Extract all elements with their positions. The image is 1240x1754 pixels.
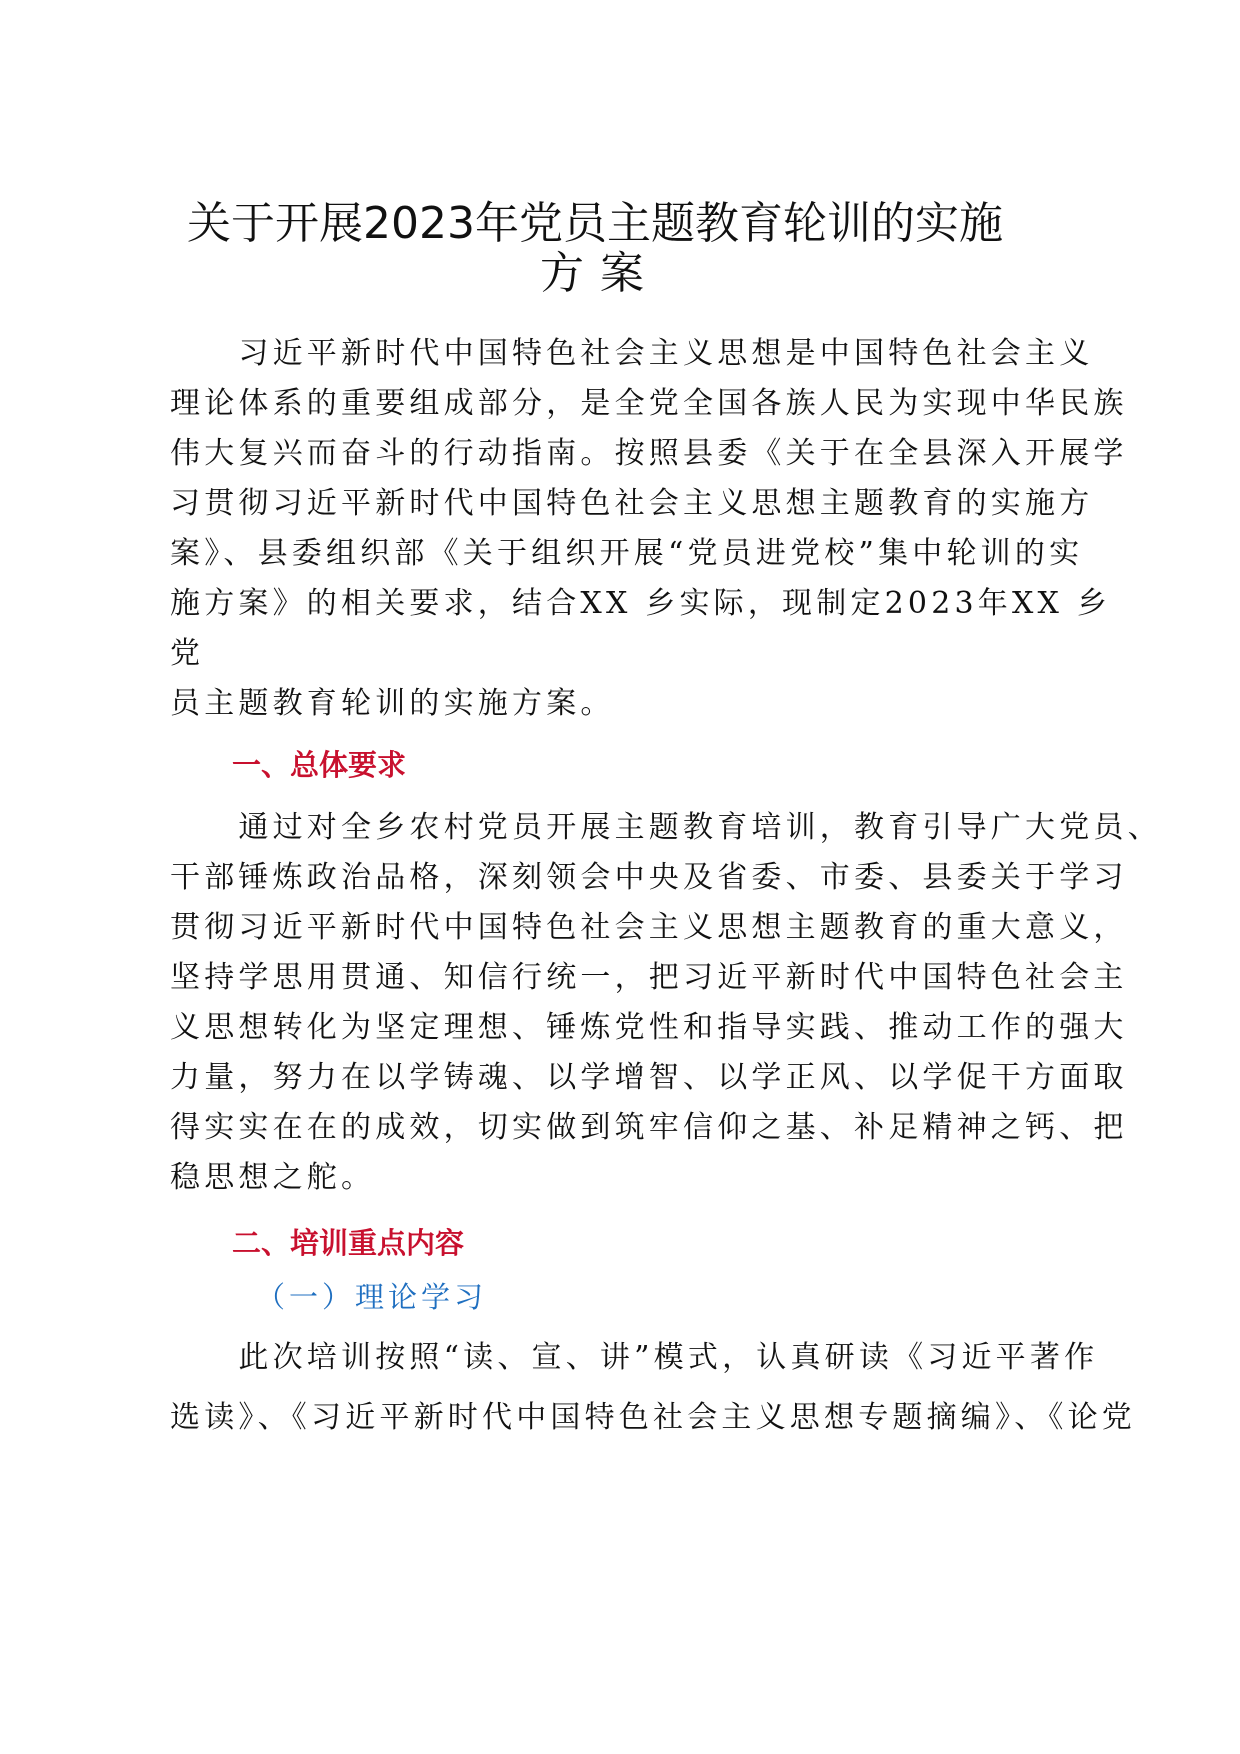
- section-heading-training-content: 二、培训重点内容: [232, 1226, 465, 1260]
- section1-line: 稳思想之舵。: [170, 1160, 376, 1195]
- section1-line: 通过对全乡农村党员开展主题教育培训，教育引导广大党员、: [170, 810, 1162, 845]
- subsection-heading-theory-study: （一）理论学习: [256, 1280, 488, 1314]
- section2-line: 选读》、《习近平新时代中国特色社会主义思想专题摘编》、《论党: [170, 1400, 1136, 1435]
- section1-line: 义思想转化为坚定理想、锤炼党性和指导实践、推动工作的强大: [170, 1010, 1128, 1045]
- intro-line: 习近平新时代中国特色社会主义思想是中国特色社会主义: [170, 336, 1094, 371]
- section-heading-general-requirements: 一、总体要求: [232, 748, 407, 782]
- intro-line: 员主题教育轮训的实施方案。: [170, 686, 615, 721]
- intro-line: 习贯彻习近平新时代中国特色社会主义思想主题教育的实施方: [170, 486, 1094, 521]
- section1-line: 贯彻习近平新时代中国特色社会主义思想主题教育的重大意义，: [170, 910, 1128, 945]
- intro-line: 案》、县委组织部《关于组织开展“党员进党校”集中轮训的实: [170, 536, 1084, 571]
- document-title-line-2: 方案: [540, 248, 660, 299]
- document-title-line-1: 关于开展2023年党员主题教育轮训的实施: [187, 198, 1003, 249]
- section1-line: 得实实在在的成效，切实做到筑牢信仰之基、补足精神之钙、把: [170, 1110, 1128, 1145]
- intro-line: 伟大复兴而奋斗的行动指南。按照县委《关于在全县深入开展学: [170, 436, 1128, 471]
- intro-line: 党: [170, 636, 205, 671]
- section1-line: 力量，努力在以学铸魂、以学增智、以学正风、以学促干方面取: [170, 1060, 1128, 1095]
- intro-line: 施方案》的相关要求，结合XX 乡实际，现制定2023年XX 乡: [170, 586, 1112, 621]
- section1-line: 坚持学思用贯通、知信行统一，把习近平新时代中国特色社会主: [170, 960, 1128, 995]
- section2-line: 此次培训按照“读、宣、讲”模式，认真研读《习近平著作: [170, 1340, 1099, 1375]
- intro-line: 理论体系的重要组成部分，是全党全国各族人民为实现中华民族: [170, 386, 1128, 421]
- section1-line: 干部锤炼政治品格，深刻领会中央及省委、市委、县委关于学习: [170, 860, 1128, 895]
